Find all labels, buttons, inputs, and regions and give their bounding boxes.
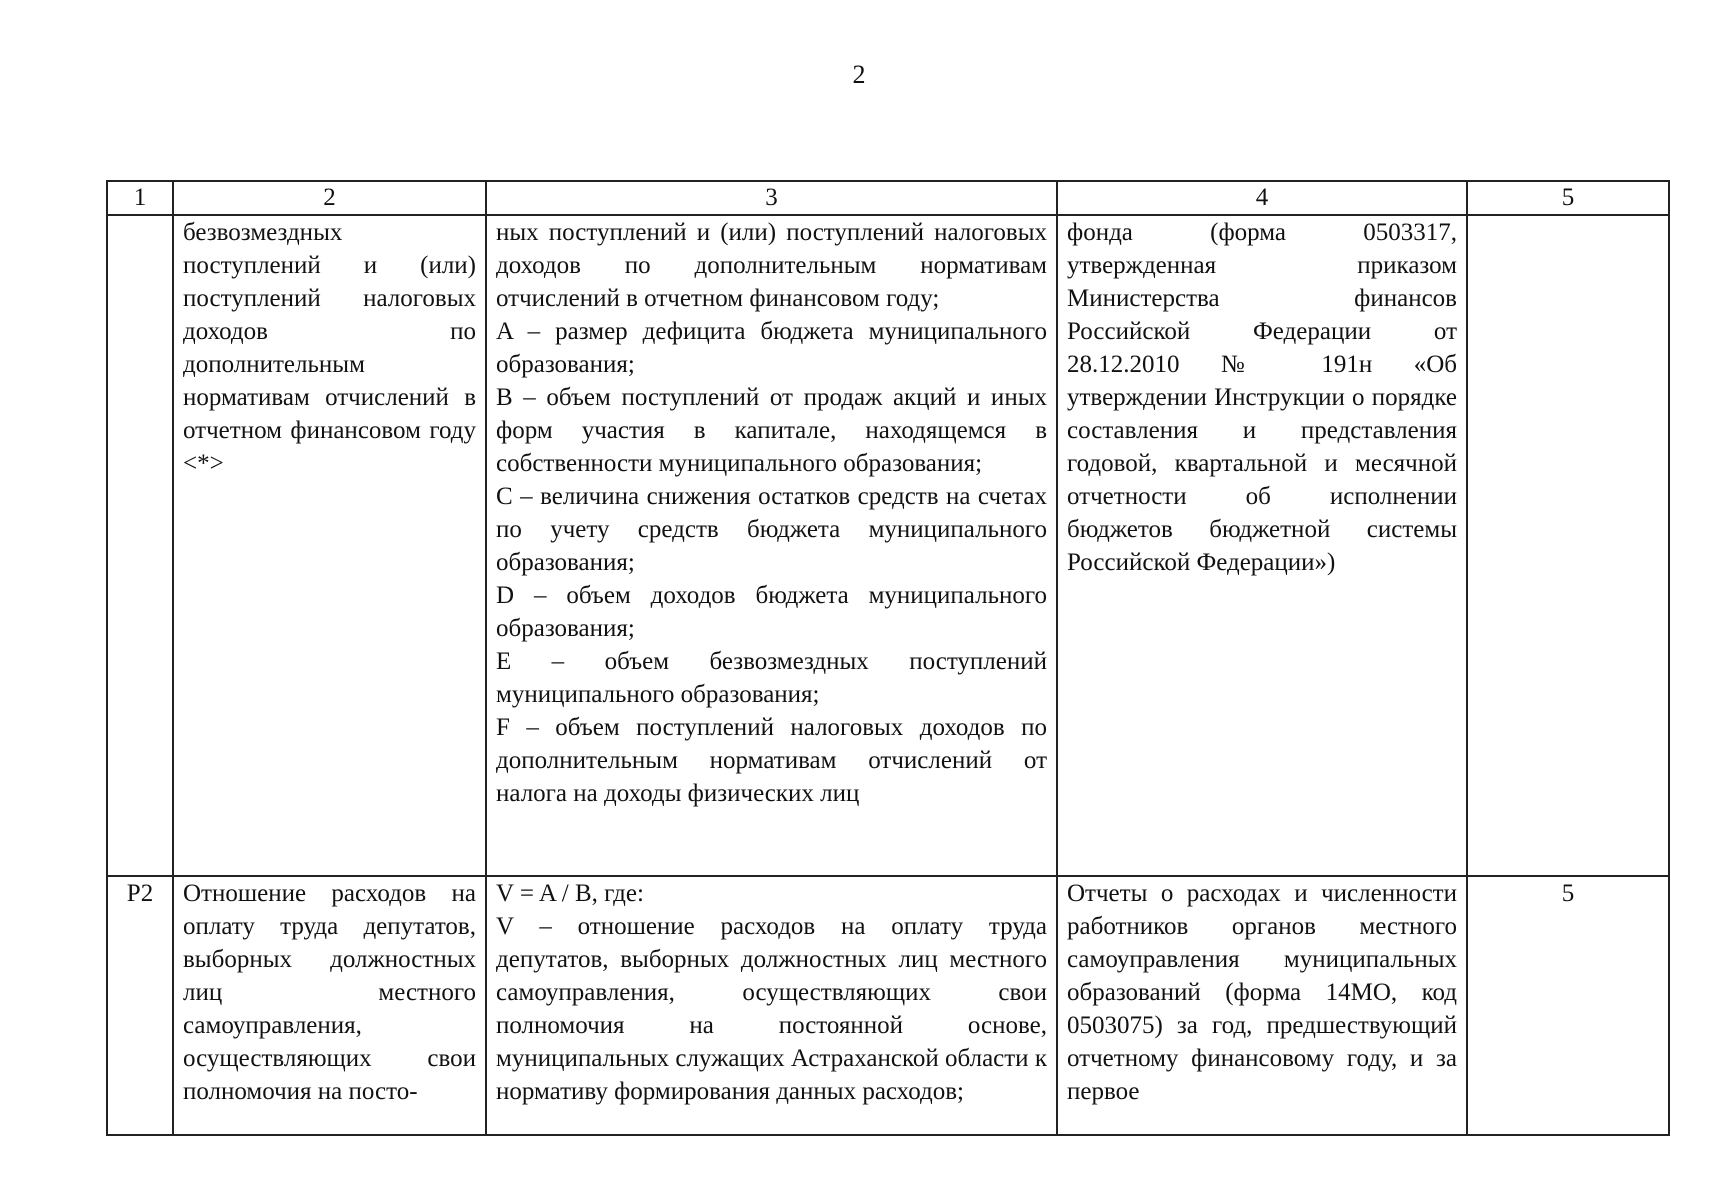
row-variables: ных поступлений и (или) поступлений налоговых доходов по дополнительным нормативам отчислений в отчетном финансовом году; A – размер дефицита бюджета муниципального образования; B – объем поступлений от продаж акций и иных форм участия в капитале, находящемся в собственности муниципального образования; C – величина снижения остатков средств на счетах по учету средств бюджета муниципального образования; D – объем доходов бюджета муниципального образования; E – объем безвозмездных поступлений муниципального образования; F – объем поступлений налоговых доходов по дополнительным нормативам отчислений от налога на доходы физических лиц — [496, 219, 1047, 807]
row-calculation-description — [486, 876, 1057, 1135]
table-row — [107, 876, 1669, 1135]
row-data-source: Отчеты о расходах и численности работников органов местного самоуправления муниципальных образований (форма 14МО, код 0503075) за год, предшествующий отчетному финансовому году, и за первое — [1057, 876, 1467, 1135]
row-calculation-description — [486, 215, 1057, 876]
row-indicator-name: Отношение расходов на оплату труда депутатов, выборных должностных лиц местного самоуправления, осуществляющих свои полномочия на посто- — [173, 876, 486, 1135]
row-value — [1467, 215, 1669, 876]
row-code: P2 — [107, 876, 173, 1135]
table-body — [107, 215, 1669, 1135]
table-header — [107, 181, 1669, 215]
row-formula: V = A / B, где: — [496, 880, 644, 907]
header-row — [107, 181, 1669, 215]
column-header-4: 4 — [1057, 181, 1467, 215]
row-value: 5 — [1467, 876, 1669, 1135]
table-row — [107, 215, 1669, 876]
page-number: 2 — [852, 60, 866, 89]
column-header-5: 5 — [1467, 181, 1669, 215]
column-header-2: 2 — [173, 181, 486, 215]
column-header-3: 3 — [486, 181, 1057, 215]
row-code — [107, 215, 173, 876]
row-variables: V – отношение расходов на оплату труда депутатов, выборных должностных лиц местного самоуправления, осуществляющих свои полномочия на постоянной основе, муниципальных служащих Астраханской области к нормативу формирования данных расходов; — [496, 913, 1047, 1105]
column-header-1: 1 — [107, 181, 173, 215]
indicator-table — [106, 180, 1670, 1136]
row-data-source: фонда (форма 0503317, утвержденная приказом Министерства финансов Российской Федерации от 28.12.2010 № 191н «Об утверждении Инструкции о порядке составления и представления годовой, квартальной и месячной отчетности об исполнении бюджетов бюджетной системы Российской Федерации») — [1057, 215, 1467, 876]
row-indicator-name: безвозмездных поступлений и (или) поступлений налоговых доходов по дополнительным нормативам отчислений в отчетном финансовом году <*> — [173, 215, 486, 876]
